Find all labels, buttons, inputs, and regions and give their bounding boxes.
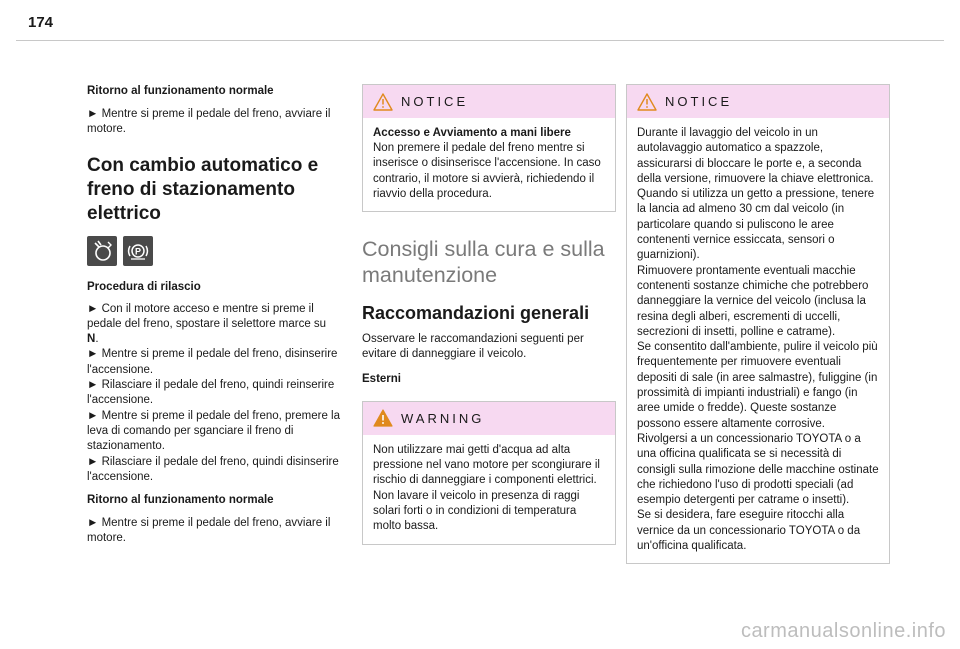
notice-box-1: [362, 84, 616, 212]
parking-brake-p-icon: [123, 236, 153, 266]
warning-title: WARNING: [401, 410, 485, 426]
intro-text: Osservare le raccomandazioni seguenti per evitare di danneggiare il veicolo.: [362, 333, 584, 361]
notice-text: Non premere il pedale del freno mentre si inserisce o disinserisce l'accensione. In caso contrario, il motore si avvierà, richiedendo il riavvio della procedura.: [373, 142, 601, 200]
notice-title: NOTICE: [401, 94, 469, 109]
notice-box-2: [626, 84, 890, 564]
warning-triangle-filled-icon: [373, 409, 393, 427]
warning-text: Non utilizzare mai getti d'acqua ad alta pressione nel vano motore per scongiurare il rischio di danneggiare i componenti elettrici. Non lavare il veicolo in presenza di raggi solari forti o in condizioni di temperatura molto bassa.: [373, 443, 600, 533]
general-title: Raccomandazioni generali: [362, 303, 590, 324]
notice-para-4: Se consentito dall'ambiente, pulire il veicolo più frequentemente per rimuovere eventuali depositi di sale (in aree salmastre), fuliggine (in prossimità di impianti industriali) e fango (in aree umide o fredde). Queste sostanze possono essere altamente corrosive.: [637, 341, 878, 430]
exterior-heading: Esterni: [362, 372, 401, 385]
watermark-text: carmanualsonline.info: [740, 620, 946, 642]
notice-heading: Accesso e Avviamento a mani libere: [373, 127, 571, 139]
warning-body: [363, 435, 615, 544]
warning-triangle-icon: [637, 93, 657, 111]
release-step-4: ► Mentre si preme il pedale del freno, premere la leva di comando per sganciare il freno di stazionamento.: [87, 409, 340, 453]
svg-text:P: P: [134, 246, 142, 257]
notice-header: [363, 85, 615, 118]
release-step-5: ► Rilasciare il pedale del freno, quindi disinserire l'accensione.: [87, 455, 339, 483]
category-title: Consigli sulla cura e sulla manutenzione: [362, 237, 605, 288]
warning-box: [362, 401, 616, 545]
column-1: [87, 84, 345, 547]
hand-brake-release-icon: [87, 236, 117, 266]
notice-header-2: [627, 85, 889, 118]
return-text-2: ► Mentre si preme il pedale del freno, avviare il motore.: [87, 517, 331, 545]
notice-body-2: [627, 118, 889, 563]
notice-para-3: Rimuovere prontamente eventuali macchie contenenti sostanze chimiche che potrebbero danneggiare la vernice del veicolo (inclusa la resina degli alberi, escrementi di uccelli, secrezioni di insetti, polline e catrame).: [637, 264, 869, 338]
return-heading-1: Ritorno al funzionamento normale: [87, 85, 274, 97]
notice-para-5: Rivolgersi a un concessionario TOYOTA o a una officina qualificata se si necessità di consigli sulla rimozione delle macchine ostinate che richiedono l'uso di prodotti speciali (ad esempio detergenti per catrame o insetti).: [637, 432, 879, 507]
notice-title-2: NOTICE: [665, 94, 733, 109]
notice-para-2: Quando si utilizza un getto a pressione, tenere la lancia ad almeno 30 cm dal veicolo (in particolare quando si puliscono le aree contenenti vernice essiccata, sensori o guarnizioni).: [637, 188, 875, 262]
warning-header: [363, 402, 615, 435]
release-step-1: ► Con il motore acceso e mentre si preme il pedale del freno, spostare il selettore marce su N.: [87, 302, 327, 346]
icon-row: [87, 236, 345, 266]
column-3: [626, 84, 890, 564]
section-title: Con cambio automatico e freno di stazionamento elettrico: [87, 154, 319, 224]
notice-body: [363, 118, 615, 211]
warning-triangle-icon: [373, 93, 393, 111]
notice-para-6: Se si desidera, fare eseguire ritocchi alla vernice da un concessionario TOYOTA o da un'officina qualificata.: [637, 509, 861, 553]
release-step-3: ► Rilasciare il pedale del freno, quindi reinserire l'accensione.: [87, 379, 335, 407]
column-2: [362, 84, 616, 545]
release-step-2: ► Mentre si preme il pedale del freno, disinserire l'accensione.: [87, 348, 338, 376]
notice-para-1: Durante il lavaggio del veicolo in un autolavaggio automatico a spazzole, assicurarsi di bloccare le porte e, a seconda della versione, rimuovere la chiave elettronica.: [637, 127, 874, 185]
header-divider: [16, 40, 944, 41]
return-text-1: ► Mentre si preme il pedale del freno, avviare il motore.: [87, 108, 331, 136]
return-heading-2: Ritorno al funzionamento normale: [87, 494, 274, 507]
page-number: 174: [28, 14, 54, 31]
release-heading: Procedura di rilascio: [87, 280, 201, 293]
